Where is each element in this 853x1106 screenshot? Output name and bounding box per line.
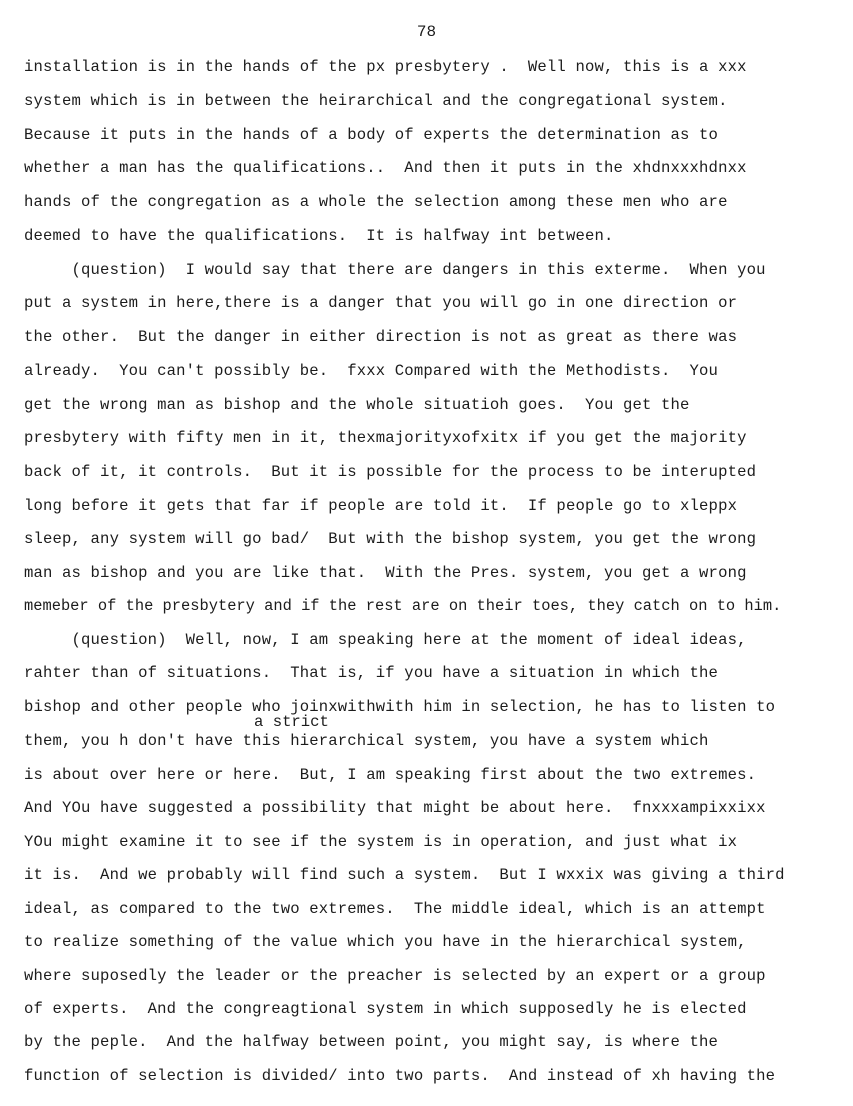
- text-line-17: memeber of the presbytery and if the rest are on their toes, they catch on to him.: [24, 597, 782, 615]
- interlinear-insertion: a strict: [254, 713, 329, 731]
- text-line-21: them, you h don't have this hierarchical system, you have a system which: [24, 732, 709, 750]
- text-line-26: ideal, as compared to the two extremes. The middle ideal, which is an attempt: [24, 900, 766, 918]
- text-line-6: deemed to have the qualifications. It is halfway int between.: [24, 227, 614, 245]
- text-line-16: man as bishop and you are like that. With the Pres. system, you get a wrong: [24, 564, 747, 582]
- text-line-5: hands of the congregation as a whole the selection among these men who are: [24, 193, 728, 211]
- text-line-7: (question) I would say that there are dangers in this exterme. When you: [24, 261, 766, 279]
- text-line-22: is about over here or here. But, I am speaking first about the two extremes.: [24, 766, 757, 784]
- text-line-31: function of selection is divided/ into two parts. And instead of xh having the: [24, 1067, 776, 1085]
- text-line-8: put a system in here,there is a danger that you will go in one direction or: [24, 294, 738, 312]
- text-line-25: it is. And we probably will find such a system. But I wxxix was giving a third: [24, 866, 785, 884]
- text-line-13: back of it, it controls. But it is possible for the process to be interupted: [24, 463, 757, 481]
- text-line-10: already. You can't possibly be. fxxx Compared with the Methodists. You: [24, 362, 719, 380]
- text-line-28: where suposedly the leader or the preacher is selected by an expert or a group: [24, 967, 766, 985]
- text-line-23: And YOu have suggested a possibility that might be about here. fnxxxampixxixx: [24, 799, 766, 817]
- text-line-11: get the wrong man as bishop and the whole situatioh goes. You get the: [24, 396, 690, 414]
- text-line-30: by the peple. And the halfway between point, you might say, is where the: [24, 1033, 719, 1051]
- text-line-24: YOu might examine it to see if the system is in operation, and just what ix: [24, 833, 738, 851]
- text-line-4: whether a man has the qualifications.. And then it puts in the xhdnxxxhdnxx: [24, 159, 747, 177]
- text-line-15: sleep, any system will go bad/ But with the bishop system, you get the wrong: [24, 530, 757, 548]
- text-line-14: long before it gets that far if people are told it. If people go to xleppx: [24, 497, 738, 515]
- text-line-18: (question) Well, now, I am speaking here at the moment of ideal ideas,: [24, 631, 747, 649]
- text-line-20: bishop and other people who joinxwithwith him in selection, he has to listen to: [24, 698, 776, 716]
- text-line-12: presbytery with fifty men in it, thexmajorityxofxitx if you get the majority: [24, 429, 747, 447]
- page-number: 78: [416, 23, 437, 41]
- text-line-3: Because it puts in the hands of a body of experts the determination as to: [24, 126, 719, 144]
- text-line-1: installation is in the hands of the px presbytery . Well now, this is a xxx: [24, 58, 747, 76]
- text-line-29: of experts. And the congreagtional system in which supposedly he is elected: [24, 1000, 747, 1018]
- text-line-9: the other. But the danger in either direction is not as great as there was: [24, 328, 738, 346]
- text-line-19: rahter than of situations. That is, if you have a situation in which the: [24, 664, 719, 682]
- text-line-2: system which is in between the heirarchical and the congregational system.: [24, 92, 728, 110]
- text-line-27: to realize something of the value which you have in the hierarchical system,: [24, 933, 747, 951]
